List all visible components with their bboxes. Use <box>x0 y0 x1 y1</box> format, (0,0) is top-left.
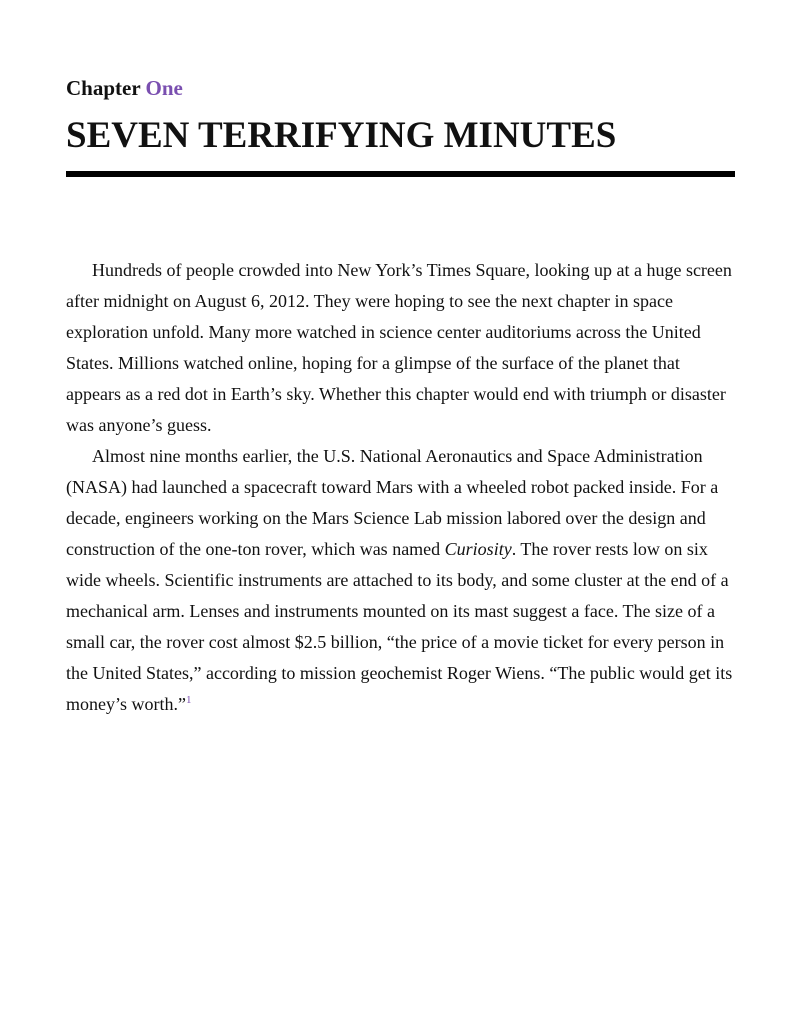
paragraph-2-text-start: Almost nine months earlier, the U.S. National Aeronautics and Space Administration (NASA) had launched a spacecraft toward Mars with a wheeled robot packed inside. For a decade, engineers working on the Mars Science Lab mission labored over the design and construction of the one-ton rover, which was named <box>66 446 719 559</box>
chapter-title: SEVEN TERRIFYING MINUTES <box>66 115 617 156</box>
page <box>66 0 736 720</box>
footnote-reference-link[interactable]: 1 <box>185 694 192 706</box>
paragraph-1: Hundreds of people crowded into New York’s Times Square, looking up at a huge screen after midnight on August 6, 2012. They were hoping to see the next chapter in space exploration unfold. Many more watched in science center auditoriums across the United States. Millions watched online, hoping for a glimpse of the surface of the planet that appears as a red dot in Earth’s sky. Whether this chapter would end with triumph or disaster was anyone’s guess. <box>66 260 732 435</box>
paragraph-2 <box>66 441 736 720</box>
paragraph-2-text-end: . The rover rests low on six wide wheels. Scientific instruments are attached to its body, and some cluster at the end of a mechanical arm. Lenses and instruments mounted on its mast suggest a face. The size of a small car, the rover cost almost $2.5 billion, “the price of a movie ticket for every person in the United States,” according to mission geochemist Roger Wiens. “The public would get its money’s worth.” <box>66 539 733 714</box>
body-text <box>66 255 736 720</box>
title-rule <box>66 171 735 177</box>
chapter-heading <box>66 74 736 102</box>
rover-name: Curiosity <box>444 539 512 559</box>
chapter-number: One <box>145 76 183 100</box>
chapter-label: Chapter <box>66 76 141 100</box>
